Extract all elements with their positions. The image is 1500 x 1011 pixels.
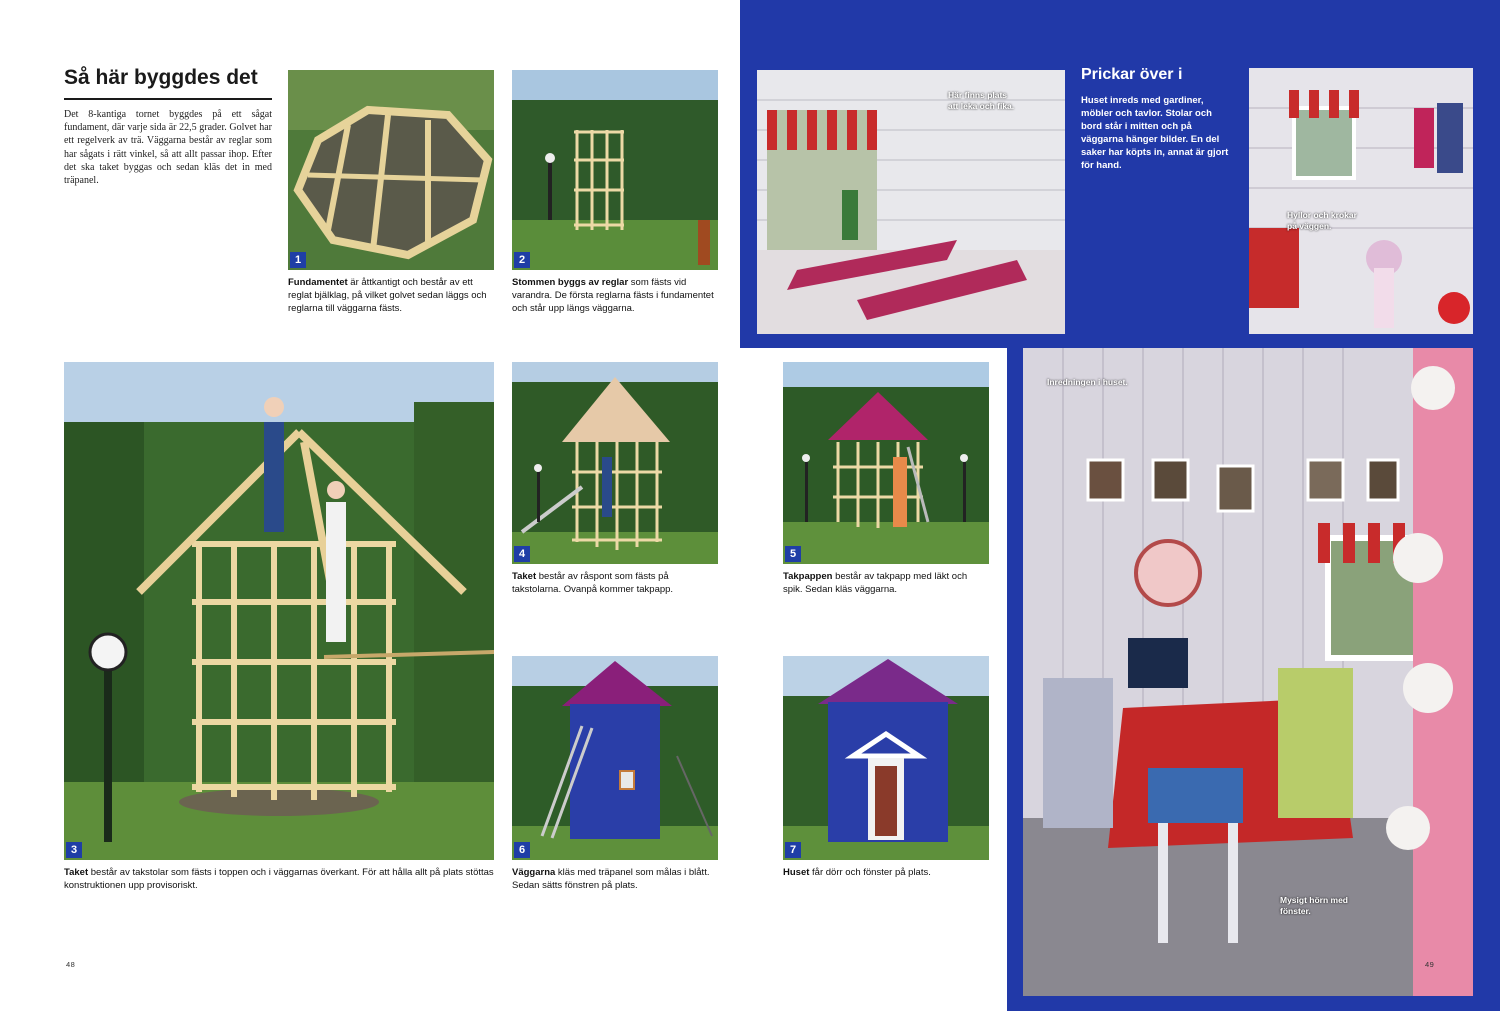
photo-blue-walls bbox=[512, 656, 718, 860]
photo-number: 2 bbox=[514, 252, 530, 268]
photo-roof-felt bbox=[783, 362, 989, 564]
caption-1: Fundamentet är åttkantigt och består av ett reglat bjälklag, på vilket golvet sedan läggs och reglarna till väggarna fästs. bbox=[288, 277, 487, 314]
photo-roof-trusses bbox=[64, 362, 494, 860]
caption-5: Takpappen består av takpapp med läkt och spik. Sedan kläs väggarna. bbox=[783, 571, 968, 595]
photo-number: 6 bbox=[514, 842, 530, 858]
overlay-text-3: Inredningen i huset. bbox=[1047, 377, 1128, 387]
photo-finished-house bbox=[783, 656, 989, 860]
title-rule bbox=[64, 98, 272, 100]
overlay-text-4: Mysigt hörn med fönster. bbox=[1280, 895, 1349, 916]
caption-7: Huset får dörr och fönster på plats. bbox=[783, 867, 931, 878]
caption-6: Väggarna kläs med träpanel som målas i blått. Sedan sätts fönstren på plats. bbox=[512, 867, 710, 891]
page-title: Så här byggdes det bbox=[64, 66, 258, 89]
photo-number: 3 bbox=[66, 842, 82, 858]
overlay-text-2: Hyllor och krokar på väggen. bbox=[1287, 210, 1357, 231]
photo-interior-floor bbox=[757, 70, 1065, 334]
overlay-text-1: Här finns plats att leka och fika. bbox=[948, 90, 1015, 111]
caption-2: Stommen byggs av reglar som fästs vid varandra. De första reglarna fästs i fundamentet och står upp längs väggarna. bbox=[512, 277, 714, 314]
sidebar-text: Huset inreds med gardiner, möbler och tavlor. Stolar och bord står i mitten och på väggarna hänger bilder. En del saker har köpts in, annat är gjort för hand. bbox=[1081, 95, 1229, 171]
photo-frame bbox=[512, 70, 718, 270]
photo-number: 5 bbox=[785, 546, 801, 562]
photo-number: 7 bbox=[785, 842, 801, 858]
photo-foundation bbox=[288, 70, 494, 270]
caption-4: Taket består av råspont som fästs på takstolarna. Ovanpå kommer takpapp. bbox=[512, 571, 674, 595]
page-number-left: 48 bbox=[66, 960, 76, 969]
photo-interior-room bbox=[1023, 348, 1473, 996]
caption-3: Taket består av takstolar som fästs i toppen och i väggarnas överkant. För att hålla allt på plats stöttas konstruktionen upp provisoriskt. bbox=[64, 867, 494, 891]
intro-text: Det 8-kantiga tornet byggdes på ett sågat fundament, där varje sida är 22,5 grader. Golvet har ett regelverk av trä. Väggarna består av reglar som har sågats i rätt vinkel, så att allt passar ihop. Efter det ska taket byggas och sedan kläs det in med träpanel. bbox=[64, 109, 272, 187]
sidebar-title: Prickar över i bbox=[1081, 66, 1183, 83]
page-number-right: 49 bbox=[1425, 960, 1435, 969]
photo-number: 4 bbox=[514, 546, 530, 562]
photo-number: 1 bbox=[290, 252, 306, 268]
photo-roof-boards bbox=[512, 362, 718, 564]
photo-interior-corner bbox=[1249, 68, 1473, 334]
